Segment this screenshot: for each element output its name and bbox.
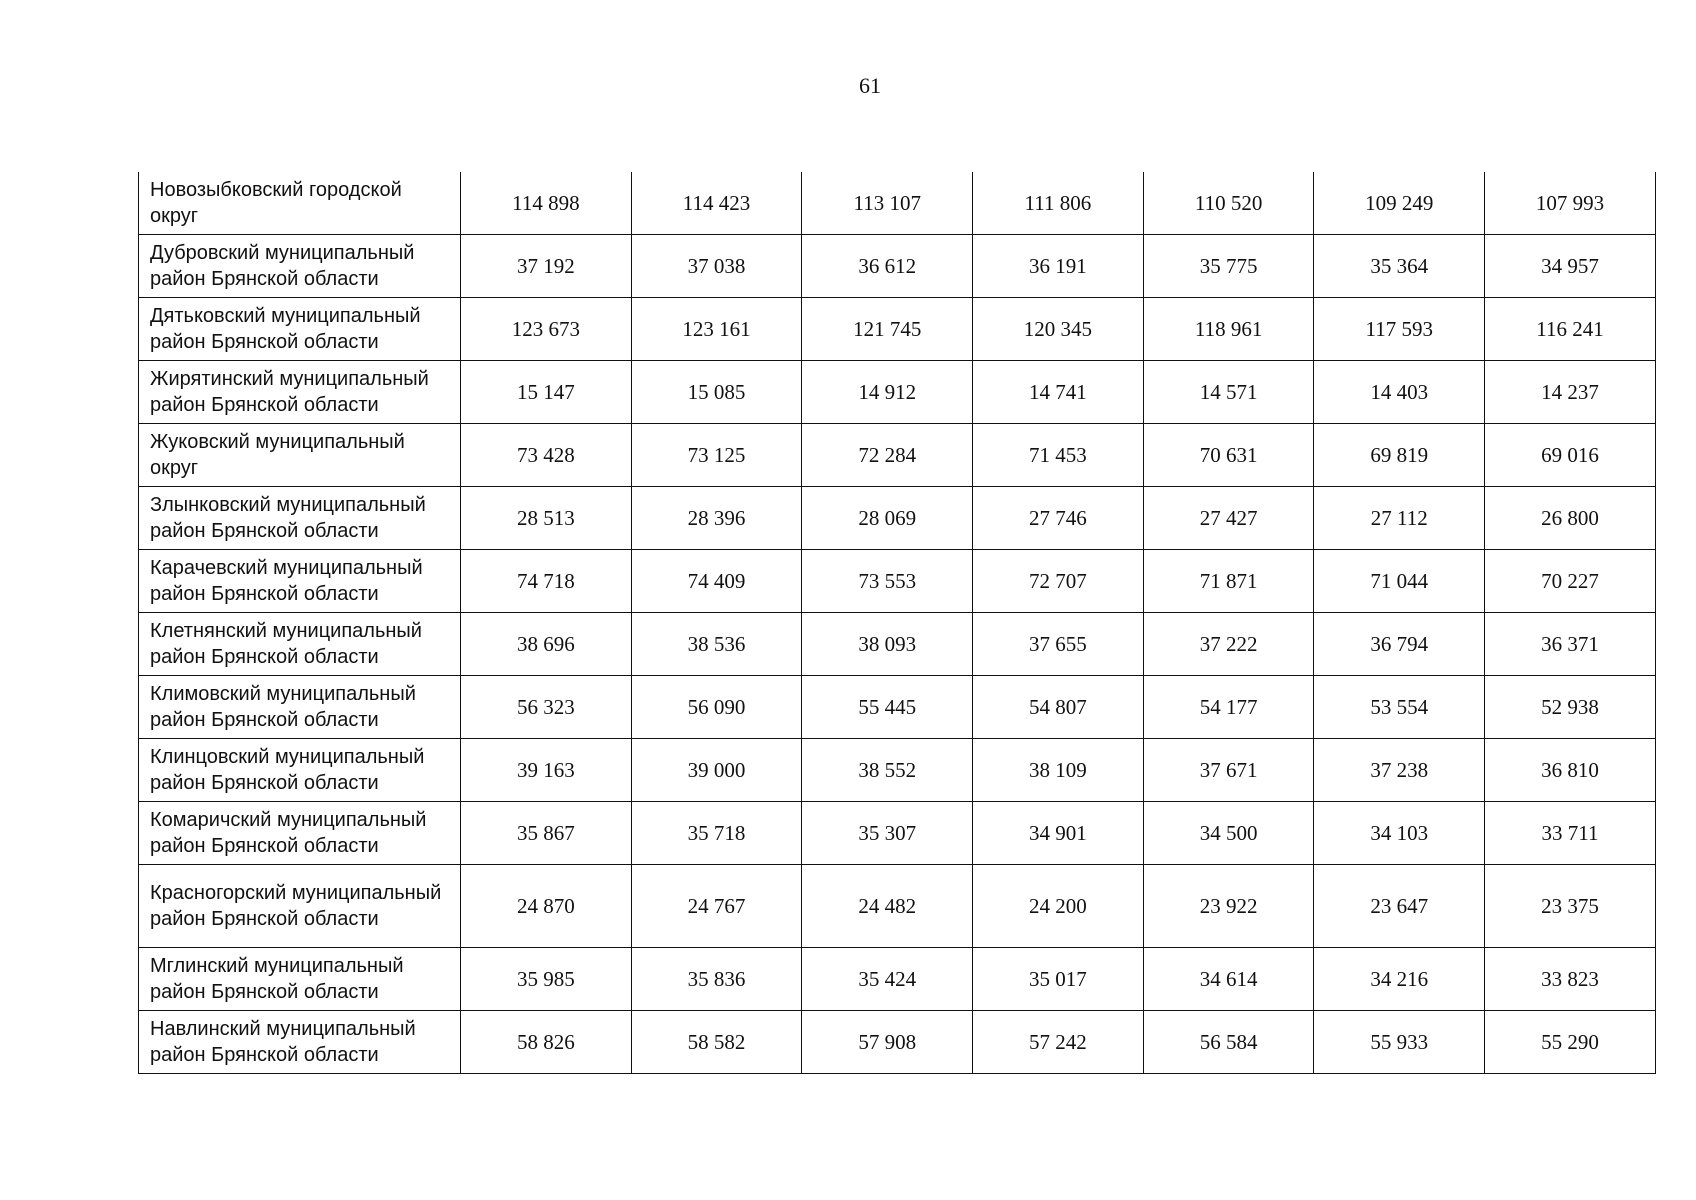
table-row xyxy=(139,613,1656,676)
value-cell: 55 933 xyxy=(1314,1011,1485,1074)
value-cell: 107 993 xyxy=(1485,172,1656,235)
value-cell: 38 109 xyxy=(973,739,1144,802)
value-cell: 56 584 xyxy=(1143,1011,1314,1074)
value-cell: 55 445 xyxy=(802,676,973,739)
value-cell: 34 216 xyxy=(1314,948,1485,1011)
value-cell: 37 222 xyxy=(1143,613,1314,676)
data-table-container xyxy=(138,172,1656,1074)
value-cell: 38 696 xyxy=(461,613,632,676)
table-row xyxy=(139,1011,1656,1074)
value-cell: 35 985 xyxy=(461,948,632,1011)
value-cell: 114 423 xyxy=(631,172,802,235)
value-cell: 14 237 xyxy=(1485,361,1656,424)
value-cell: 28 069 xyxy=(802,487,973,550)
value-cell: 27 746 xyxy=(973,487,1144,550)
value-cell: 27 112 xyxy=(1314,487,1485,550)
value-cell: 54 177 xyxy=(1143,676,1314,739)
row-name-cell: Красногорский муниципальный район Брянской области xyxy=(139,865,461,948)
table-row xyxy=(139,424,1656,487)
value-cell: 35 775 xyxy=(1143,235,1314,298)
table-row xyxy=(139,865,1656,948)
row-name-cell: Климовский муниципальный район Брянской области xyxy=(139,676,461,739)
row-name-cell: Жуковский муниципальный округ xyxy=(139,424,461,487)
value-cell: 120 345 xyxy=(973,298,1144,361)
value-cell: 38 552 xyxy=(802,739,973,802)
value-cell: 73 553 xyxy=(802,550,973,613)
table-row xyxy=(139,739,1656,802)
value-cell: 71 453 xyxy=(973,424,1144,487)
row-name-cell: Карачевский муниципальный район Брянской области xyxy=(139,550,461,613)
value-cell: 52 938 xyxy=(1485,676,1656,739)
value-cell: 110 520 xyxy=(1143,172,1314,235)
value-cell: 114 898 xyxy=(461,172,632,235)
table-row xyxy=(139,948,1656,1011)
table-row xyxy=(139,487,1656,550)
row-name-cell: Жирятинский муниципальный район Брянской области xyxy=(139,361,461,424)
value-cell: 36 794 xyxy=(1314,613,1485,676)
table-body xyxy=(139,172,1656,1074)
value-cell: 53 554 xyxy=(1314,676,1485,739)
table-row xyxy=(139,802,1656,865)
value-cell: 37 038 xyxy=(631,235,802,298)
value-cell: 71 044 xyxy=(1314,550,1485,613)
value-cell: 57 242 xyxy=(973,1011,1144,1074)
table-row xyxy=(139,676,1656,739)
value-cell: 70 631 xyxy=(1143,424,1314,487)
value-cell: 35 836 xyxy=(631,948,802,1011)
value-cell: 54 807 xyxy=(973,676,1144,739)
value-cell: 69 016 xyxy=(1485,424,1656,487)
value-cell: 35 364 xyxy=(1314,235,1485,298)
value-cell: 14 741 xyxy=(973,361,1144,424)
value-cell: 56 090 xyxy=(631,676,802,739)
value-cell: 56 323 xyxy=(461,676,632,739)
row-name-cell: Дубровский муниципальный район Брянской области xyxy=(139,235,461,298)
row-name-cell: Мглинский муниципальный район Брянской области xyxy=(139,948,461,1011)
value-cell: 72 707 xyxy=(973,550,1144,613)
value-cell: 37 655 xyxy=(973,613,1144,676)
value-cell: 28 513 xyxy=(461,487,632,550)
value-cell: 111 806 xyxy=(973,172,1144,235)
value-cell: 23 375 xyxy=(1485,865,1656,948)
value-cell: 71 871 xyxy=(1143,550,1314,613)
row-name-cell: Клинцовский муниципальный район Брянской области xyxy=(139,739,461,802)
value-cell: 35 424 xyxy=(802,948,973,1011)
table-row xyxy=(139,298,1656,361)
value-cell: 39 163 xyxy=(461,739,632,802)
value-cell: 36 810 xyxy=(1485,739,1656,802)
value-cell: 15 085 xyxy=(631,361,802,424)
value-cell: 69 819 xyxy=(1314,424,1485,487)
value-cell: 23 647 xyxy=(1314,865,1485,948)
value-cell: 24 870 xyxy=(461,865,632,948)
value-cell: 14 912 xyxy=(802,361,973,424)
value-cell: 37 192 xyxy=(461,235,632,298)
value-cell: 36 612 xyxy=(802,235,973,298)
value-cell: 24 482 xyxy=(802,865,973,948)
row-name-cell: Новозыбковский городской округ xyxy=(139,172,461,235)
value-cell: 57 908 xyxy=(802,1011,973,1074)
value-cell: 23 922 xyxy=(1143,865,1314,948)
value-cell: 33 711 xyxy=(1485,802,1656,865)
value-cell: 34 901 xyxy=(973,802,1144,865)
value-cell: 14 571 xyxy=(1143,361,1314,424)
row-name-cell: Комаричский муниципальный район Брянской области xyxy=(139,802,461,865)
row-name-cell: Клетнянский муниципальный район Брянской области xyxy=(139,613,461,676)
value-cell: 34 957 xyxy=(1485,235,1656,298)
value-cell: 58 826 xyxy=(461,1011,632,1074)
value-cell: 27 427 xyxy=(1143,487,1314,550)
value-cell: 55 290 xyxy=(1485,1011,1656,1074)
value-cell: 38 536 xyxy=(631,613,802,676)
value-cell: 34 614 xyxy=(1143,948,1314,1011)
value-cell: 118 961 xyxy=(1143,298,1314,361)
value-cell: 73 125 xyxy=(631,424,802,487)
row-name-cell: Дятьковский муниципальный район Брянской области xyxy=(139,298,461,361)
page-number: 61 xyxy=(859,73,881,98)
value-cell: 113 107 xyxy=(802,172,973,235)
value-cell: 35 017 xyxy=(973,948,1144,1011)
value-cell: 28 396 xyxy=(631,487,802,550)
value-cell: 14 403 xyxy=(1314,361,1485,424)
data-table xyxy=(138,172,1656,1074)
value-cell: 74 409 xyxy=(631,550,802,613)
table-row xyxy=(139,361,1656,424)
row-name-cell: Злынковский муниципальный район Брянской области xyxy=(139,487,461,550)
table-row xyxy=(139,550,1656,613)
value-cell: 123 673 xyxy=(461,298,632,361)
value-cell: 72 284 xyxy=(802,424,973,487)
value-cell: 33 823 xyxy=(1485,948,1656,1011)
value-cell: 24 200 xyxy=(973,865,1144,948)
table-row xyxy=(139,235,1656,298)
value-cell: 73 428 xyxy=(461,424,632,487)
value-cell: 35 307 xyxy=(802,802,973,865)
value-cell: 123 161 xyxy=(631,298,802,361)
value-cell: 34 500 xyxy=(1143,802,1314,865)
value-cell: 38 093 xyxy=(802,613,973,676)
value-cell: 39 000 xyxy=(631,739,802,802)
value-cell: 34 103 xyxy=(1314,802,1485,865)
value-cell: 116 241 xyxy=(1485,298,1656,361)
value-cell: 36 191 xyxy=(973,235,1144,298)
value-cell: 117 593 xyxy=(1314,298,1485,361)
value-cell: 24 767 xyxy=(631,865,802,948)
value-cell: 109 249 xyxy=(1314,172,1485,235)
table-row xyxy=(139,172,1656,235)
value-cell: 36 371 xyxy=(1485,613,1656,676)
value-cell: 121 745 xyxy=(802,298,973,361)
value-cell: 26 800 xyxy=(1485,487,1656,550)
value-cell: 58 582 xyxy=(631,1011,802,1074)
value-cell: 37 671 xyxy=(1143,739,1314,802)
row-name-cell: Навлинский муниципальный район Брянской области xyxy=(139,1011,461,1074)
value-cell: 15 147 xyxy=(461,361,632,424)
value-cell: 35 718 xyxy=(631,802,802,865)
value-cell: 70 227 xyxy=(1485,550,1656,613)
value-cell: 35 867 xyxy=(461,802,632,865)
value-cell: 74 718 xyxy=(461,550,632,613)
value-cell: 37 238 xyxy=(1314,739,1485,802)
